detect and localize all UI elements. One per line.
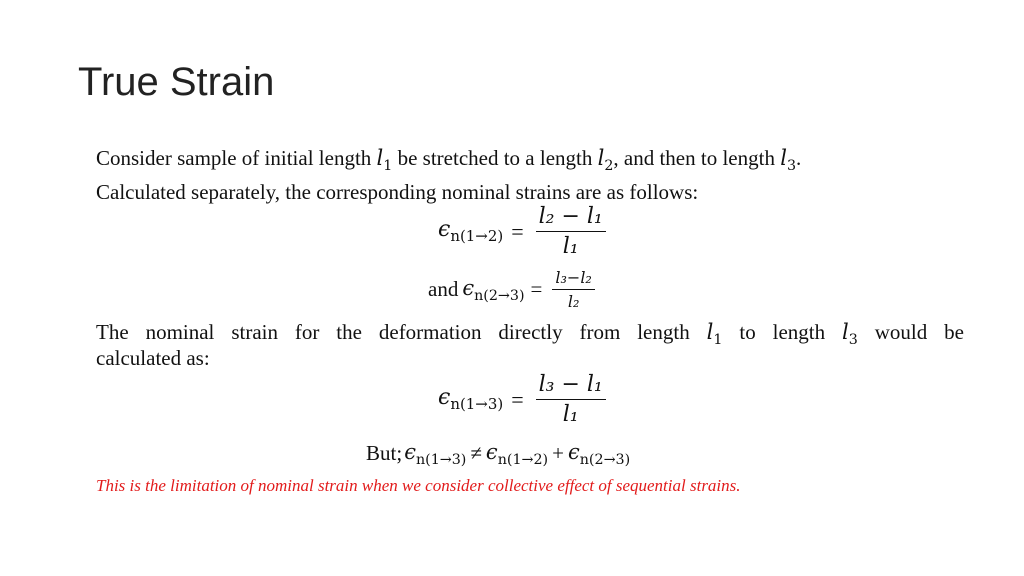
fraction-denominator: l₁ [562,402,579,427]
not-equal-symbol: ≠ [470,441,482,466]
equation-2: and $\epsilon_{n(2\to 3)}$ = $\frac{\text{l₃−l₂}}{\text{l₂}}$ [428,268,599,311]
intro-text-c: , and then to length [613,146,781,170]
fraction-denominator: l₁ [562,234,579,259]
equation-4: But; $\epsilon_{n(1\to 3)}$ ≠ $\epsilon_{n(1\to 2)}$ + $\epsilon_{n(2\to 3)}$ [366,440,631,468]
intro-text-b: be stretched to a length [392,146,598,170]
intro-line [96,146,801,174]
fraction [536,204,606,259]
var-l3: $l_3$ [780,146,797,174]
fraction-numerator: l₂ − l₁ [536,204,606,232]
var-l3: $l_3$ [842,320,858,348]
fraction-numerator: l₃−l₂ [552,268,594,290]
equation-1: $\epsilon_{n(1\to 2)}$ = $\frac{\text{l₂ − l₁}}{\text{l₁}}$ [438,204,610,259]
var-l1: $l_1$ [376,146,393,174]
slide-title: True Strain [78,60,275,104]
fraction [552,268,594,311]
calc-line: Calculated separately, the corresponding nominal strains are as follows: [96,180,699,204]
intro-text-a: Consider sample of initial length [96,146,377,170]
direct-text-a: The nominal strain for the deformation directly from length [96,320,707,344]
plus-symbol: + [552,441,564,466]
fraction [536,372,606,427]
direct-text-c: would be [857,320,964,344]
equation-prefix: But; [366,441,403,466]
fraction-numerator: l₃ − l₁ [536,372,606,400]
limitation-note: This is the limitation of nominal strain when we consider collective effect of sequential strains. [96,476,741,495]
equation-3: $\epsilon_{n(1\to 3)}$ = $\frac{\text{l₃ − l₁}}{\text{l₁}}$ [438,372,610,427]
intro-text-d: . [796,146,802,170]
direct-strain-cont: calculated as: [96,346,210,370]
var-l2: $l_2$ [597,146,614,174]
epsilon-symbol: $\epsilon_{n(1\to 2)}$ [438,217,504,246]
direct-text-b: to length [722,320,843,344]
var-l1: $l_1$ [706,320,723,348]
equation-prefix: and [428,277,459,301]
direct-strain-line [96,320,964,348]
fraction-denominator: l₂ [567,292,580,311]
